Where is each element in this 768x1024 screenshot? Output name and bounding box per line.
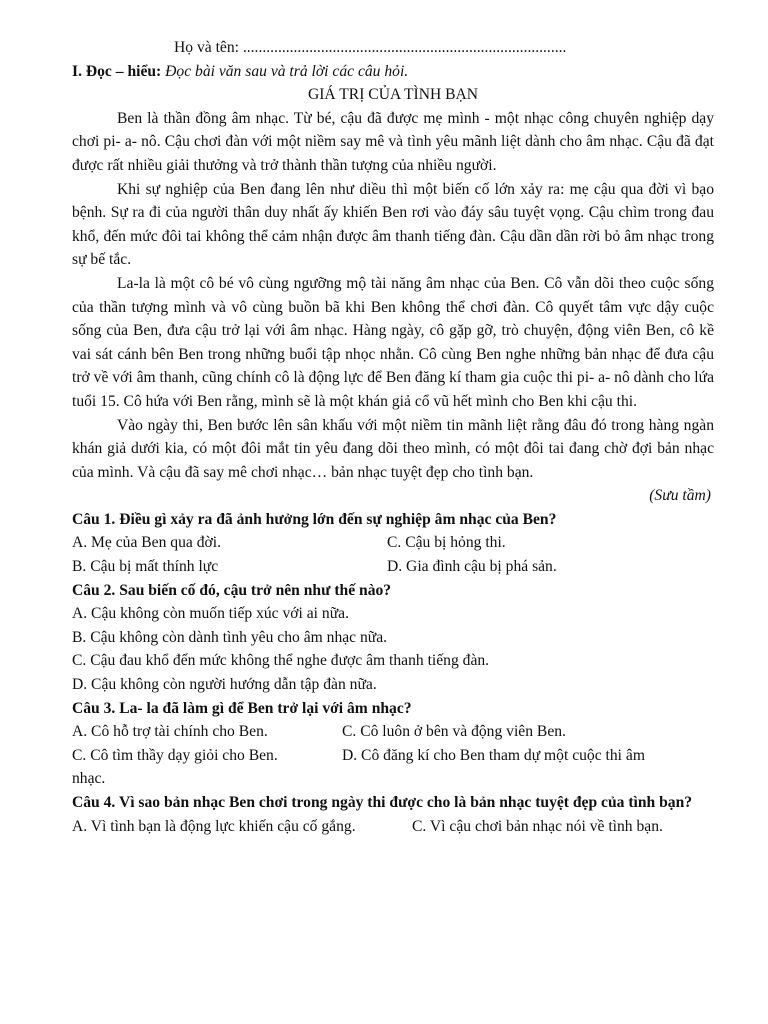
question-3-option-d-part[interactable]: D. Cô đăng kí cho Ben tham dự một cuộc thi âm (342, 746, 645, 764)
question-2-option-a[interactable]: A. Cậu không còn muốn tiếp xúc với ai nữa. (72, 605, 349, 623)
question-1-option-c[interactable]: C. Cậu bị hỏng thi. (387, 534, 506, 552)
question-2-option-d[interactable]: D. Cậu không còn người hướng dẫn tập đàn nữa. (72, 676, 377, 694)
question-4-prompt: Câu 4. Vì sao bản nhạc Ben chơi trong ngày thi được cho là bản nhạc tuyệt đẹp của tình bạn? (72, 794, 693, 811)
question-1-prompt: Câu 1. Điều gì xảy ra đã ảnh hưởng lớn đến sự nghiệp âm nhạc của Ben? (72, 510, 557, 528)
question-4-options-row-1 (72, 815, 714, 839)
question-3-option-b[interactable]: C. Cô tìm thầy dạy giỏi cho Ben. (72, 746, 278, 764)
worksheet-content (72, 36, 714, 838)
question-4-option-c[interactable]: C. Vì cậu chơi bản nhạc nói về tình bạn. (412, 817, 663, 835)
question-3-options-row-1 (72, 720, 714, 744)
question-4-option-a[interactable]: A. Vì tình bạn là động lực khiến cậu cố gắng. (72, 817, 356, 835)
question-2-option-b[interactable]: B. Cậu không còn dành tình yêu cho âm nhạc nữa. (72, 628, 388, 646)
question-3-option-a[interactable]: A. Cô hỗ trợ tài chính cho Ben. (72, 723, 268, 741)
story-title: GIÁ TRỊ CỦA TÌNH BẠN (307, 86, 479, 104)
question-2-prompt: Câu 2. Sau biến cố đó, cậu trở nên như thế nào? (72, 581, 392, 599)
story-paragraph: Khi sự nghiệp của Ben đang lên như diều thì một biến cố lớn xảy ra: mẹ cậu qua đời vì bạo bệnh. Sự ra đi của người thân duy nhất ấy khiến Ben rơi vào đáy sâu tuyệt vọng. Cậu chìm trong đau khổ, đến mức đôi tai không thể cảm nhận được âm thanh tiếng đàn. Cậu dần dần rời bỏ âm nhạc trong sự bế tắc. (72, 180, 714, 269)
section-title: I. Đọc – hiểu: (72, 62, 162, 80)
question-2-option-c[interactable]: C. Cậu đau khổ đến mức không thể nghe được âm thanh tiếng đàn. (72, 652, 490, 670)
student-name-line: Họ và tên: ................................................................................... (174, 39, 567, 56)
section-heading (72, 60, 714, 84)
question-1-options-row-1 (72, 531, 714, 555)
question-3-option-c[interactable]: C. Cô luôn ở bên và động viên Ben. (342, 723, 566, 741)
story-source: (Sưu tầm) (649, 487, 711, 505)
question-3-option-d-continuation[interactable]: nhạc. (72, 770, 106, 788)
question-1-options-row-2 (72, 555, 714, 579)
section-instruction: Đọc bài văn sau và trả lời các câu hỏi. (165, 62, 409, 80)
question-1-option-d[interactable]: D. Gia đình cậu bị phá sản. (387, 558, 557, 576)
story-paragraph: La-la là một cô bé vô cùng ngưỡng mộ tài năng âm nhạc của Ben. Cô vẫn dõi theo cuộc sống của thần tượng mình và vô cùng buồn bã khi Ben không thể chơi đàn. Cô quyết tâm vực dậy cuộc sống của Ben, đưa cậu trở lại với âm nhạc. Hàng ngày, cô gặp gỡ, trò chuyện, động viên Ben, cô kề vai sát cánh bên Ben trong những buổi tập nhọc nhằn. Cô cùng Ben nghe những bản nhạc để đưa cậu trở về với âm thanh, cũng chính cô là động lực để Ben đăng kí tham gia cuộc thi pi- a- nô dành cho lứa tuổi 15. Cô hứa với Ben rằng, mình sẽ là một khán giả cổ vũ hết mình cho Ben khi cậu thi. (72, 274, 714, 410)
question-3-options-row-2 (72, 744, 714, 768)
question-3-prompt: Câu 3. La- la đã làm gì để Ben trở lại với âm nhạc? (72, 699, 412, 717)
question-1-option-a[interactable]: A. Mẹ của Ben qua đời. (72, 534, 221, 552)
story-paragraph: Ben là thần đồng âm nhạc. Từ bé, cậu đã được mẹ mình - một nhạc công chuyên nghiệp dạy chơi pi- a- nô. Cậu chơi đàn với một niềm say mê và tình yêu mãnh liệt dành cho âm nhạc. Cậu đã đạt được rất nhiều giải thưởng và trở thành thần tượng của nhiều người. (72, 109, 714, 174)
story-paragraph: Vào ngày thi, Ben bước lên sân khấu với một niềm tin mãnh liệt rằng đâu đó trong hàng ngàn khán giả dưới kia, có một đôi mắt tin yêu đang dõi theo mình, có một đôi tai đang chờ đợi bản nhạc của mình. Và cậu đã say mê chơi nhạc… bản nhạc tuyệt đẹp cho tình bạn. (72, 416, 714, 481)
question-1-option-b[interactable]: B. Cậu bị mất thính lực (72, 558, 219, 576)
